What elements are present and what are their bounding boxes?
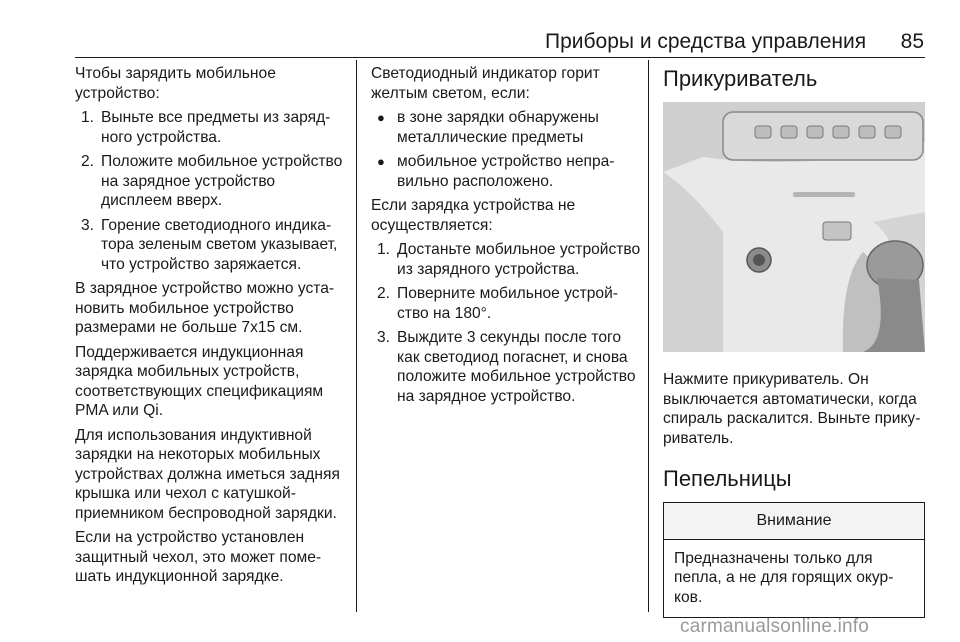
step-text: Горение светодиодного индикатора зеленым светом указывает, что устройство заряжается. [101, 216, 338, 273]
bullet-icon: ● [377, 154, 385, 169]
caution-text: Предназначены только для пепла, а не для горящих окурков. [674, 549, 894, 606]
step-number: 3. [81, 216, 95, 234]
not-charging-intro: Если зарядка устройства не осуществляется: [371, 197, 576, 234]
led-intro: Светодиодный индикатор горит желтым светом, если: [371, 65, 600, 102]
lighter-photo [663, 102, 925, 352]
step-number: 2. [377, 285, 391, 302]
column-lighter [663, 64, 925, 618]
section-title-ashtrays: Пепельницы [663, 466, 792, 491]
bullet-text: в зоне зарядки обнаружены металлические предметы [397, 109, 599, 146]
header-rule [75, 57, 925, 58]
bullet-text: мобильное устройство неправильно расположено. [397, 153, 615, 190]
lighter-text: Нажмите прикуриватель. Он выключается автоматически, когда спираль раскалится. Выньте прикуриватель. [663, 371, 921, 447]
list-item [75, 152, 347, 211]
step-number: 1. [377, 241, 391, 258]
paragraph: Для использования индуктивной зарядки на некоторых мобильных устройствах должна иметься задняя крышка или чехол с катушкой-приемником беспроводной зарядки. [75, 426, 340, 522]
paragraph: Поддерживается индукционная зарядка мобильных устройств, соответствующих спецификациям PMA или Qi. [75, 343, 324, 419]
list-item [371, 328, 643, 406]
list-item [75, 108, 347, 147]
paragraph: В зарядное устройство можно установить мобильное устройство размерами не больше 7x15 см. [75, 280, 335, 336]
charging-steps [75, 108, 347, 274]
list-item [371, 284, 643, 323]
step-text: Выньте все предметы из зарядного устройства. [101, 109, 331, 146]
caution-box [663, 502, 925, 618]
list-item [371, 240, 643, 279]
step-number: 3. [377, 329, 391, 346]
page-header [0, 0, 960, 58]
troubleshoot-steps [371, 240, 643, 406]
list-item [371, 152, 643, 191]
step-text: Положите мобильное устройство на зарядное устройство дисплеем вверх. [101, 153, 343, 209]
console-illustration [663, 102, 925, 352]
list-item [75, 216, 347, 275]
step-number: 2. [81, 153, 95, 170]
step-text: Выждите 3 секунды после того как светодиод погаснет, и снова положите мобильное устройство на зарядное устройство. [397, 329, 636, 405]
step-text: Достаньте мобильное устройство из зарядного устройства. [397, 241, 641, 278]
column-divider-2 [648, 60, 649, 612]
page-number: 85 [900, 30, 924, 53]
bullet-icon: ● [377, 110, 385, 125]
step-text: Поверните мобильное устройство на 180°. [397, 285, 618, 322]
caution-heading: Внимание [664, 503, 924, 540]
step-number: 1. [81, 109, 95, 126]
list-item [371, 108, 643, 147]
column-charging [75, 64, 347, 592]
charging-intro: Чтобы зарядить мобильное устройство: [75, 65, 276, 102]
header-title: Приборы и средства управления [545, 30, 867, 53]
section-title-lighter: Прикуриватель [663, 66, 818, 91]
column-led-status [371, 64, 643, 411]
paragraph: Если на устройство установлен защитный чехол, это может помешать индукционной зарядке. [75, 529, 322, 585]
watermark: carmanualsonline.info [680, 616, 870, 637]
led-conditions [371, 108, 643, 191]
column-divider-1 [356, 60, 357, 612]
